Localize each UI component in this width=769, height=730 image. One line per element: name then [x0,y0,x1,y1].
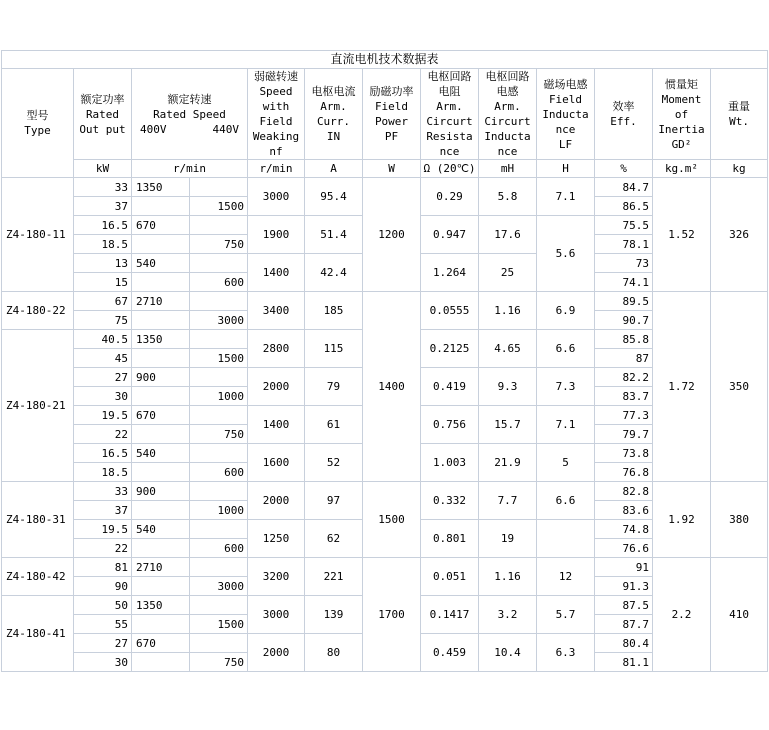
units-row [2,160,768,178]
cell-resistance: 0.801 [421,520,479,558]
cell-weight: 350 [711,292,768,482]
cell-speed-440v [190,178,248,197]
cell-power: 30 [74,653,132,672]
cell-current: 51.4 [305,216,363,254]
cell-speed-400v: 670 [132,406,190,425]
cell-speed-400v: 670 [132,216,190,235]
header-speed-440v: 440V [212,122,239,136]
cell-speed-440v: 750 [190,653,248,672]
cell-efficiency: 75.5 [595,216,653,235]
unit-inertia: kg.m² [653,160,711,178]
cell-speed-400v [132,577,190,596]
cell-weight: 410 [711,558,768,672]
cell-power: 16.5 [74,444,132,463]
cell-field-inductance: 6.3 [537,634,595,672]
unit-current: A [305,160,363,178]
header-inertia: 惯量矩 Moment of Inertia GD² [653,69,711,160]
cell-speed-440v [190,292,248,311]
cell-inductance: 1.16 [479,558,537,596]
table-title: 直流电机技术数据表 [2,51,768,69]
cell-speed-400v [132,273,190,292]
cell-speed-440v [190,634,248,653]
cell-inertia: 1.52 [653,178,711,292]
cell-speed-440v [190,406,248,425]
cell-field-inductance: 12 [537,558,595,596]
unit-weak-speed: r/min [248,160,305,178]
unit-field-inductance: H [537,160,595,178]
cell-efficiency: 76.6 [595,539,653,558]
cell-resistance: 0.2125 [421,330,479,368]
cell-power: 67 [74,292,132,311]
header-inductance: 电枢回路 电感 Arm. Circurt Inducta nce [479,69,537,160]
header-type: 型号 Type [2,69,74,178]
cell-field-inductance: 6.6 [537,330,595,368]
cell-field-power: 1200 [363,178,421,292]
cell-speed-440v [190,330,248,349]
cell-resistance: 0.29 [421,178,479,216]
cell-speed-400v: 670 [132,634,190,653]
cell-current: 97 [305,482,363,520]
cell-speed-400v [132,615,190,634]
header-speed-400v: 400V [140,122,167,136]
unit-weight: kg [711,160,768,178]
unit-field-power: W [363,160,421,178]
table-row [2,292,768,311]
cell-speed-440v: 750 [190,425,248,444]
cell-efficiency: 87 [595,349,653,368]
header-efficiency: 效率 Eff. [595,69,653,160]
cell-resistance: 0.947 [421,216,479,254]
cell-weak-speed: 1600 [248,444,305,482]
cell-efficiency: 84.7 [595,178,653,197]
cell-resistance: 0.332 [421,482,479,520]
cell-efficiency: 76.8 [595,463,653,482]
unit-inductance: mH [479,160,537,178]
cell-speed-440v: 600 [190,539,248,558]
cell-inductance: 10.4 [479,634,537,672]
cell-speed-400v [132,349,190,368]
cell-type: Z4-180-42 [2,558,74,596]
cell-resistance: 0.051 [421,558,479,596]
cell-weight: 380 [711,482,768,558]
cell-speed-440v: 1500 [190,197,248,216]
cell-resistance: 0.0555 [421,292,479,330]
header-field-power: 励磁功率 Field Power PF [363,69,421,160]
cell-current: 80 [305,634,363,672]
cell-power: 27 [74,634,132,653]
cell-field-inductance: 6.9 [537,292,595,330]
cell-speed-440v: 1000 [190,501,248,520]
cell-current: 185 [305,292,363,330]
cell-weak-speed: 2000 [248,368,305,406]
header-field-inductance: 磁场电感 Field Inducta nce LF [537,69,595,160]
cell-efficiency: 79.7 [595,425,653,444]
header-power: 额定功率 Rated Out put [74,69,132,160]
cell-inertia: 2.2 [653,558,711,672]
cell-weak-speed: 3400 [248,292,305,330]
cell-weak-speed: 2000 [248,634,305,672]
cell-efficiency: 91 [595,558,653,577]
cell-speed-440v [190,254,248,273]
cell-speed-400v: 1350 [132,330,190,349]
cell-efficiency: 83.6 [595,501,653,520]
cell-field-inductance: 7.1 [537,406,595,444]
cell-inertia: 1.92 [653,482,711,558]
cell-power: 55 [74,615,132,634]
cell-speed-440v: 1500 [190,615,248,634]
cell-efficiency: 74.1 [595,273,653,292]
cell-speed-400v: 540 [132,520,190,539]
cell-power: 16.5 [74,216,132,235]
cell-efficiency: 80.4 [595,634,653,653]
cell-weak-speed: 3200 [248,558,305,596]
cell-speed-400v [132,653,190,672]
cell-current: 115 [305,330,363,368]
cell-speed-400v: 2710 [132,558,190,577]
cell-speed-400v [132,235,190,254]
cell-inductance: 19 [479,520,537,558]
cell-resistance: 0.1417 [421,596,479,634]
cell-efficiency: 90.7 [595,311,653,330]
cell-efficiency: 82.8 [595,482,653,501]
cell-power: 33 [74,178,132,197]
cell-field-power: 1400 [363,292,421,482]
header-weak-speed: 弱磁转速 Speed with Field Weaking nf [248,69,305,160]
cell-speed-440v: 3000 [190,311,248,330]
cell-speed-440v: 1000 [190,387,248,406]
cell-power: 40.5 [74,330,132,349]
cell-field-inductance: 5 [537,444,595,482]
cell-speed-400v [132,197,190,216]
table-row [2,178,768,197]
cell-type: Z4-180-41 [2,596,74,672]
cell-inductance: 5.8 [479,178,537,216]
cell-resistance: 1.264 [421,254,479,292]
cell-inductance: 3.2 [479,596,537,634]
cell-power: 37 [74,501,132,520]
cell-current: 139 [305,596,363,634]
cell-efficiency: 86.5 [595,197,653,216]
cell-field-inductance: 7.1 [537,178,595,216]
cell-efficiency: 73.8 [595,444,653,463]
cell-power: 30 [74,387,132,406]
cell-speed-400v [132,463,190,482]
cell-speed-400v: 540 [132,254,190,273]
cell-power: 13 [74,254,132,273]
cell-type: Z4-180-22 [2,292,74,330]
cell-weak-speed: 2800 [248,330,305,368]
cell-current: 42.4 [305,254,363,292]
cell-power: 22 [74,539,132,558]
cell-speed-400v: 900 [132,482,190,501]
cell-current: 61 [305,406,363,444]
cell-speed-440v: 600 [190,273,248,292]
motor-data-table [1,50,768,672]
cell-power: 19.5 [74,520,132,539]
cell-inductance: 7.7 [479,482,537,520]
cell-power: 19.5 [74,406,132,425]
cell-efficiency: 91.3 [595,577,653,596]
cell-efficiency: 73 [595,254,653,273]
cell-type: Z4-180-11 [2,178,74,292]
header-resistance: 电枢回路 电阻 Arm. Circurt Resista nce [421,69,479,160]
header-speed: 额定转速 Rated Speed 400V 440V [132,69,248,160]
table-row [2,482,768,501]
cell-power: 81 [74,558,132,577]
cell-inductance: 25 [479,254,537,292]
cell-field-inductance: 5.7 [537,596,595,634]
cell-efficiency: 89.5 [595,292,653,311]
cell-power: 18.5 [74,235,132,254]
cell-field-inductance: 6.6 [537,482,595,520]
cell-efficiency: 77.3 [595,406,653,425]
cell-weak-speed: 1400 [248,406,305,444]
cell-inductance: 9.3 [479,368,537,406]
cell-power: 50 [74,596,132,615]
cell-inductance: 4.65 [479,330,537,368]
cell-efficiency: 87.7 [595,615,653,634]
cell-speed-400v: 1350 [132,596,190,615]
cell-field-inductance [537,520,595,558]
cell-speed-400v [132,311,190,330]
cell-weak-speed: 1900 [248,216,305,254]
cell-power: 75 [74,311,132,330]
cell-speed-440v: 1500 [190,349,248,368]
cell-weak-speed: 1400 [248,254,305,292]
cell-speed-440v [190,444,248,463]
cell-power: 33 [74,482,132,501]
cell-speed-400v [132,501,190,520]
cell-field-inductance: 5.6 [537,216,595,292]
cell-current: 62 [305,520,363,558]
unit-efficiency: % [595,160,653,178]
cell-efficiency: 81.1 [595,653,653,672]
cell-power: 27 [74,368,132,387]
cell-inertia: 1.72 [653,292,711,482]
cell-weak-speed: 3000 [248,596,305,634]
cell-speed-440v [190,482,248,501]
cell-field-power: 1700 [363,558,421,672]
cell-efficiency: 83.7 [595,387,653,406]
cell-power: 22 [74,425,132,444]
cell-resistance: 0.459 [421,634,479,672]
cell-field-power: 1500 [363,482,421,558]
cell-type: Z4-180-21 [2,330,74,482]
cell-efficiency: 82.2 [595,368,653,387]
unit-speed: r/min [132,160,248,178]
cell-resistance: 0.419 [421,368,479,406]
cell-speed-440v [190,368,248,387]
cell-current: 221 [305,558,363,596]
cell-speed-440v [190,596,248,615]
cell-power: 90 [74,577,132,596]
header-weight: 重量 Wt. [711,69,768,160]
unit-resistance: Ω (20℃) [421,160,479,178]
header-arm-current: 电枢电流 Arm. Curr. IN [305,69,363,160]
cell-speed-400v [132,539,190,558]
cell-weak-speed: 3000 [248,178,305,216]
cell-speed-400v [132,387,190,406]
cell-inductance: 17.6 [479,216,537,254]
cell-resistance: 0.756 [421,406,479,444]
cell-efficiency: 78.1 [595,235,653,254]
cell-inductance: 1.16 [479,292,537,330]
cell-efficiency: 85.8 [595,330,653,349]
cell-current: 95.4 [305,178,363,216]
cell-speed-440v: 3000 [190,577,248,596]
header-row [2,69,768,160]
cell-current: 79 [305,368,363,406]
cell-power: 37 [74,197,132,216]
cell-weight: 326 [711,178,768,292]
cell-resistance: 1.003 [421,444,479,482]
cell-speed-400v: 1350 [132,178,190,197]
cell-speed-440v [190,520,248,539]
cell-efficiency: 87.5 [595,596,653,615]
cell-inductance: 15.7 [479,406,537,444]
cell-speed-440v: 750 [190,235,248,254]
cell-weak-speed: 1250 [248,520,305,558]
cell-speed-440v [190,216,248,235]
cell-speed-440v [190,558,248,577]
cell-power: 18.5 [74,463,132,482]
cell-power: 45 [74,349,132,368]
cell-efficiency: 74.8 [595,520,653,539]
cell-power: 15 [74,273,132,292]
cell-type: Z4-180-31 [2,482,74,558]
cell-current: 52 [305,444,363,482]
cell-inductance: 21.9 [479,444,537,482]
unit-power: kW [74,160,132,178]
cell-speed-440v: 600 [190,463,248,482]
table-row [2,558,768,577]
cell-speed-400v: 2710 [132,292,190,311]
cell-field-inductance: 7.3 [537,368,595,406]
cell-speed-400v: 900 [132,368,190,387]
cell-speed-400v: 540 [132,444,190,463]
cell-speed-400v [132,425,190,444]
cell-weak-speed: 2000 [248,482,305,520]
